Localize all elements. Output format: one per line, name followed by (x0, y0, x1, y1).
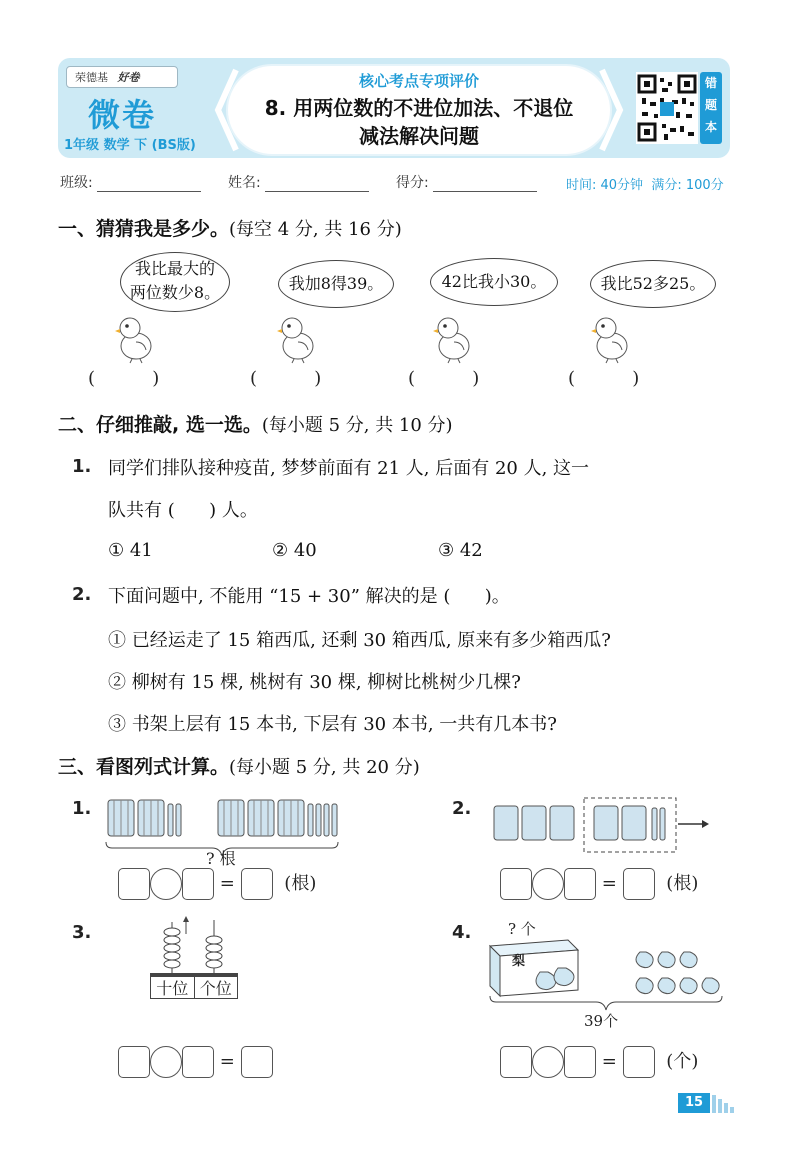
brand-name: 荣德基 (75, 71, 108, 84)
ones-label: 个位 (199, 979, 232, 998)
answer-blank-2[interactable]: ( ) (250, 368, 322, 389)
bubble-3-text: 42比我小30。 (441, 272, 547, 291)
answer-blank-4[interactable]: ( ) (568, 368, 640, 389)
brand-suffix: 好卷 (117, 71, 140, 84)
mistake-book-char-3: 本 (704, 120, 717, 134)
option-2-2-c[interactable]: ③ 书架上层有 15 本书, 下层有 30 本书, 一共有几本书? (108, 714, 557, 735)
subtitle: 核心考点专项评价 (358, 72, 479, 90)
mistake-book-char-1: 错 (704, 76, 717, 90)
option-2-2-b[interactable]: ② 柳树有 15 棵, 桃树有 30 棵, 柳树比桃树少几棵? (108, 672, 521, 693)
result-box[interactable] (241, 868, 273, 900)
abacus-place-labels (150, 976, 238, 999)
option-2-1-c[interactable]: ③ 42 (438, 540, 483, 561)
equation-box[interactable] (182, 1046, 214, 1078)
name-field[interactable] (228, 172, 369, 192)
speech-bubble-1 (120, 252, 230, 312)
speech-bubble-3 (430, 258, 558, 306)
equation-box[interactable] (500, 868, 532, 900)
option-2-1-a[interactable]: ① 41 (108, 540, 153, 561)
result-box[interactable] (241, 1046, 273, 1078)
equation-row-2 (500, 868, 698, 900)
equation-row-1 (118, 868, 316, 900)
equation-row-4 (500, 1046, 698, 1078)
chick-icon (276, 312, 316, 364)
problem-3-1-number: 1. (72, 798, 92, 819)
equation-box[interactable] (564, 1046, 596, 1078)
score-blank[interactable] (433, 177, 537, 192)
equation-box[interactable] (564, 868, 596, 900)
mistake-book-tag[interactable] (700, 72, 722, 144)
brand-logo (66, 66, 178, 88)
question-2-1-line-1: 同学们排队接种疫苗, 梦梦前面有 21 人, 后面有 20 人, 这一 (108, 458, 590, 479)
total-label: 39个 (584, 1012, 619, 1030)
section-3-points: (每小题 5 分, 共 20 分) (229, 757, 420, 778)
section-3-heading (58, 752, 420, 779)
chick-icon (432, 312, 472, 364)
section-1-points: (每空 4 分, 共 16 分) (229, 219, 402, 240)
class-field[interactable] (60, 172, 201, 192)
section-2-title: 二、仔细推敲, 选一选。 (58, 414, 262, 436)
time-info (566, 174, 724, 193)
equals-sign: = (601, 1051, 617, 1072)
tens-label: 十位 (151, 976, 195, 998)
result-box[interactable] (623, 868, 655, 900)
class-label: 班级: (60, 175, 93, 191)
question-2-2-text[interactable]: 下面问题中, 不能用 “15 + 30” 解决的是 ( )。 (108, 586, 510, 607)
question-2-1-line-2[interactable]: 队共有 ( ) 人。 (108, 500, 258, 521)
unit-label: (个) (666, 1051, 699, 1072)
option-2-1-b[interactable]: ② 40 (272, 540, 317, 561)
operator-circle[interactable] (532, 1046, 564, 1078)
score-field[interactable] (396, 172, 537, 192)
bubble-4-text: 我比52多25。 (600, 274, 706, 293)
equation-box[interactable] (182, 868, 214, 900)
chick-icon (114, 312, 154, 364)
equals-sign: = (219, 873, 235, 894)
section-1-title: 一、猜猜我是多少。 (58, 218, 230, 240)
unit-label: (根) (284, 873, 317, 894)
section-1-heading (58, 214, 402, 241)
pear-box-label: 梨 (512, 954, 526, 969)
title-line-2: 减法解决问题 (359, 124, 479, 148)
question-2-1-number: 1. (72, 456, 92, 477)
problem-3-4-number: 4. (452, 922, 472, 943)
answer-blank-3[interactable]: ( ) (408, 368, 480, 389)
equation-box[interactable] (118, 868, 150, 900)
operator-circle[interactable] (150, 1046, 182, 1078)
problem-3-3-number: 3. (72, 922, 92, 943)
name-label: 姓名: (228, 175, 261, 191)
sticks-removed-illustration (490, 794, 710, 858)
section-2-heading (58, 410, 453, 437)
chick-icon (590, 312, 630, 364)
speech-bubble-4 (590, 260, 716, 308)
problem-3-4-label: ? 个 (508, 920, 536, 938)
option-2-2-a[interactable]: ① 已经运走了 15 箱西瓜, 还剩 30 箱西瓜, 原来有多少箱西瓜? (108, 630, 611, 651)
answer-blank-1[interactable]: ( ) (88, 368, 160, 389)
grade-info: 1年级 数学 下 (BS版) (64, 138, 196, 153)
operator-circle[interactable] (150, 868, 182, 900)
equation-row-3 (118, 1046, 273, 1078)
name-blank[interactable] (265, 177, 369, 192)
result-box[interactable] (623, 1046, 655, 1078)
equation-box[interactable] (118, 1046, 150, 1078)
time-limit: 时间: 40分钟 (566, 178, 644, 193)
class-blank[interactable] (97, 177, 201, 192)
full-score: 满分: 100分 (651, 178, 724, 193)
problem-3-2-number: 2. (452, 798, 472, 819)
bubble-1-line-2: 两位数少8。 (129, 283, 221, 302)
bubble-2-text: 我加8得39。 (288, 274, 384, 293)
score-label: 得分: (396, 175, 429, 191)
section-2-points: (每小题 5 分, 共 10 分) (261, 415, 453, 436)
problem-3-1-label: ? 根 (206, 849, 236, 868)
abacus-illustration (148, 916, 240, 978)
bubble-1-line-1: 我比最大的 (134, 259, 215, 278)
page-number: 15 (678, 1093, 710, 1113)
section-3-title: 三、看图列式计算。 (58, 756, 230, 778)
question-2-2-number: 2. (72, 584, 92, 605)
equals-sign: = (219, 1051, 235, 1072)
speech-bubble-2 (278, 260, 394, 308)
page-title (228, 94, 610, 150)
equals-sign: = (601, 873, 617, 894)
product-name: 微卷 (88, 96, 157, 134)
equation-box[interactable] (500, 1046, 532, 1078)
title-line-1: 8. 用两位数的不进位加法、不退位 (264, 96, 574, 120)
operator-circle[interactable] (532, 868, 564, 900)
unit-label: (根) (666, 873, 699, 894)
mistake-book-char-2: 题 (704, 98, 717, 112)
qr-code-icon[interactable] (636, 72, 698, 144)
page-bars-icon (712, 1093, 738, 1113)
